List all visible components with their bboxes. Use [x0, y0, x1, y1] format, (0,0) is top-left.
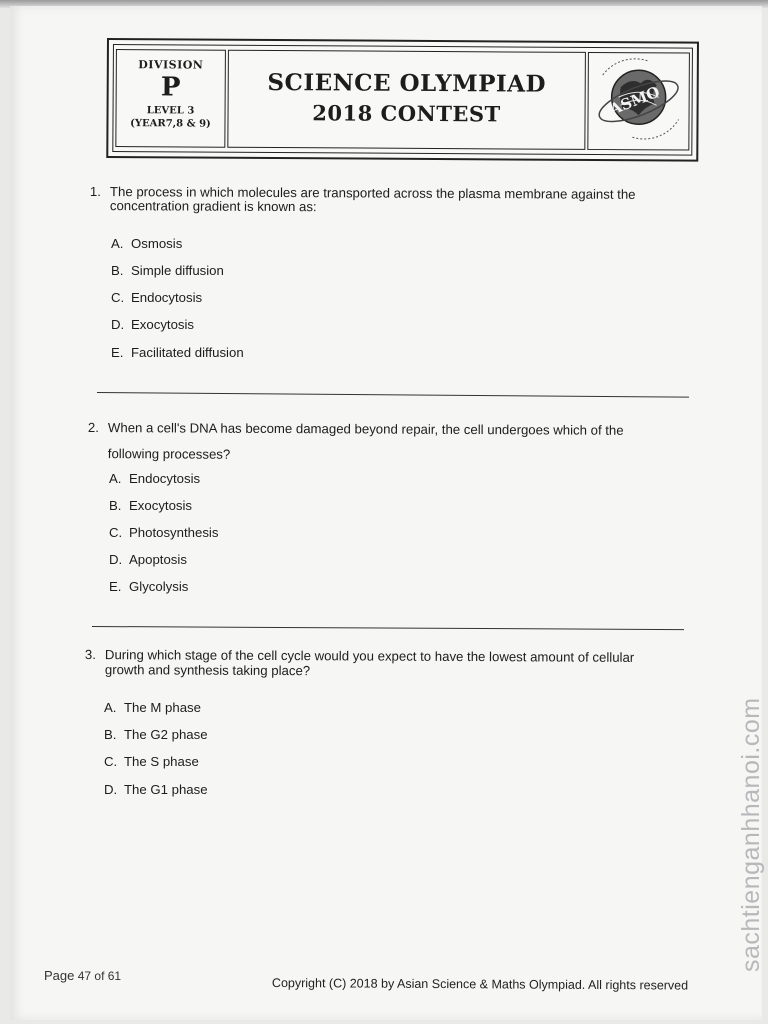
option-letter: A.: [104, 700, 117, 715]
option-text: The G2 phase: [124, 727, 208, 742]
option-text: Exocytosis: [131, 317, 195, 332]
option-letter: B.: [111, 263, 124, 278]
option-text: Endocytosis: [129, 471, 201, 486]
question-1-option-c: [111, 290, 202, 305]
question-2-option-e: [109, 579, 188, 594]
option-letter: C.: [111, 290, 125, 305]
question-number: 1.: [89, 184, 101, 200]
division-box: [115, 49, 226, 148]
option-text: Simple diffusion: [131, 263, 224, 278]
question-stem-line1: During which stage of the cell cycle would you expect to have the lowest amount of cellular: [104, 647, 635, 665]
question-3-option-d: [104, 782, 208, 797]
title-box: [227, 50, 586, 150]
option-letter: C.: [104, 754, 118, 769]
question-2-option-c: [109, 525, 218, 540]
page-count: 47 of 61: [74, 969, 122, 983]
question-2-option-a: [109, 471, 200, 486]
question-1-option-a: [111, 236, 182, 251]
logo-text: ASMO: [607, 82, 663, 119]
page-prefix: Page: [44, 968, 75, 983]
logo-box: [587, 52, 690, 151]
question-number: 2.: [87, 420, 99, 436]
question-3-option-b: [104, 727, 208, 742]
contest-header: [106, 38, 699, 162]
option-text: Photosynthesis: [129, 525, 219, 540]
option-text: Endocytosis: [131, 290, 203, 305]
option-letter: B.: [109, 498, 122, 513]
asmo-logo-icon: [588, 53, 689, 150]
option-text: Apoptosis: [129, 552, 187, 567]
question-3-option-a: [104, 700, 201, 715]
option-letter: E.: [109, 579, 122, 594]
question-number: 3.: [84, 647, 96, 663]
option-letter: B.: [104, 727, 117, 742]
contest-subtitle: 2018 CONTEST: [312, 100, 501, 127]
option-text: Exocytosis: [129, 498, 193, 513]
option-letter: D.: [104, 782, 118, 797]
years-label: (YEAR7,8 & 9): [130, 118, 211, 130]
option-text: Osmosis: [131, 236, 183, 251]
question-2-option-d: [109, 552, 187, 567]
division-label: DIVISION: [138, 58, 204, 72]
question-stem-line1: When a cell's DNA has become damaged beyond repair, the cell undergoes which of the: [107, 420, 624, 438]
question-3-option-c: [104, 754, 199, 769]
option-text: Glycolysis: [129, 579, 189, 594]
level-label: LEVEL 3: [146, 105, 195, 117]
option-text: The G1 phase: [124, 782, 208, 797]
option-letter: D.: [111, 317, 125, 332]
question-stem-line1: The process in which molecules are transported across the plasma membrane against the: [109, 184, 636, 202]
division-letter: P: [160, 72, 181, 103]
header-frame: [112, 44, 693, 156]
contest-title: SCIENCE OLYMPIAD: [267, 68, 547, 98]
option-text: The S phase: [124, 754, 199, 769]
option-text: Facilitated diffusion: [131, 345, 244, 360]
option-letter: C.: [109, 525, 123, 540]
option-letter: A.: [109, 471, 122, 486]
watermark: sachtienganhhanoi.com: [737, 697, 765, 972]
copyright-notice: Copyright (C) 2018 by Asian Science & Maths Olympiad. All rights reserved: [271, 976, 689, 993]
question-2-option-b: [109, 498, 192, 513]
question-stem-line2: concentration gradient is known as:: [109, 198, 317, 215]
option-letter: A.: [111, 236, 124, 251]
option-letter: D.: [109, 552, 123, 567]
question-1-option-d: [111, 317, 194, 332]
question-stem-line2: following processes?: [107, 446, 231, 462]
page-number: [44, 968, 121, 983]
question-stem-line2: growth and synthesis taking place?: [104, 662, 311, 679]
option-text: The M phase: [124, 700, 201, 715]
question-1-option-b: [111, 263, 224, 278]
question-1-option-e: [111, 345, 244, 360]
option-letter: E.: [111, 345, 124, 360]
